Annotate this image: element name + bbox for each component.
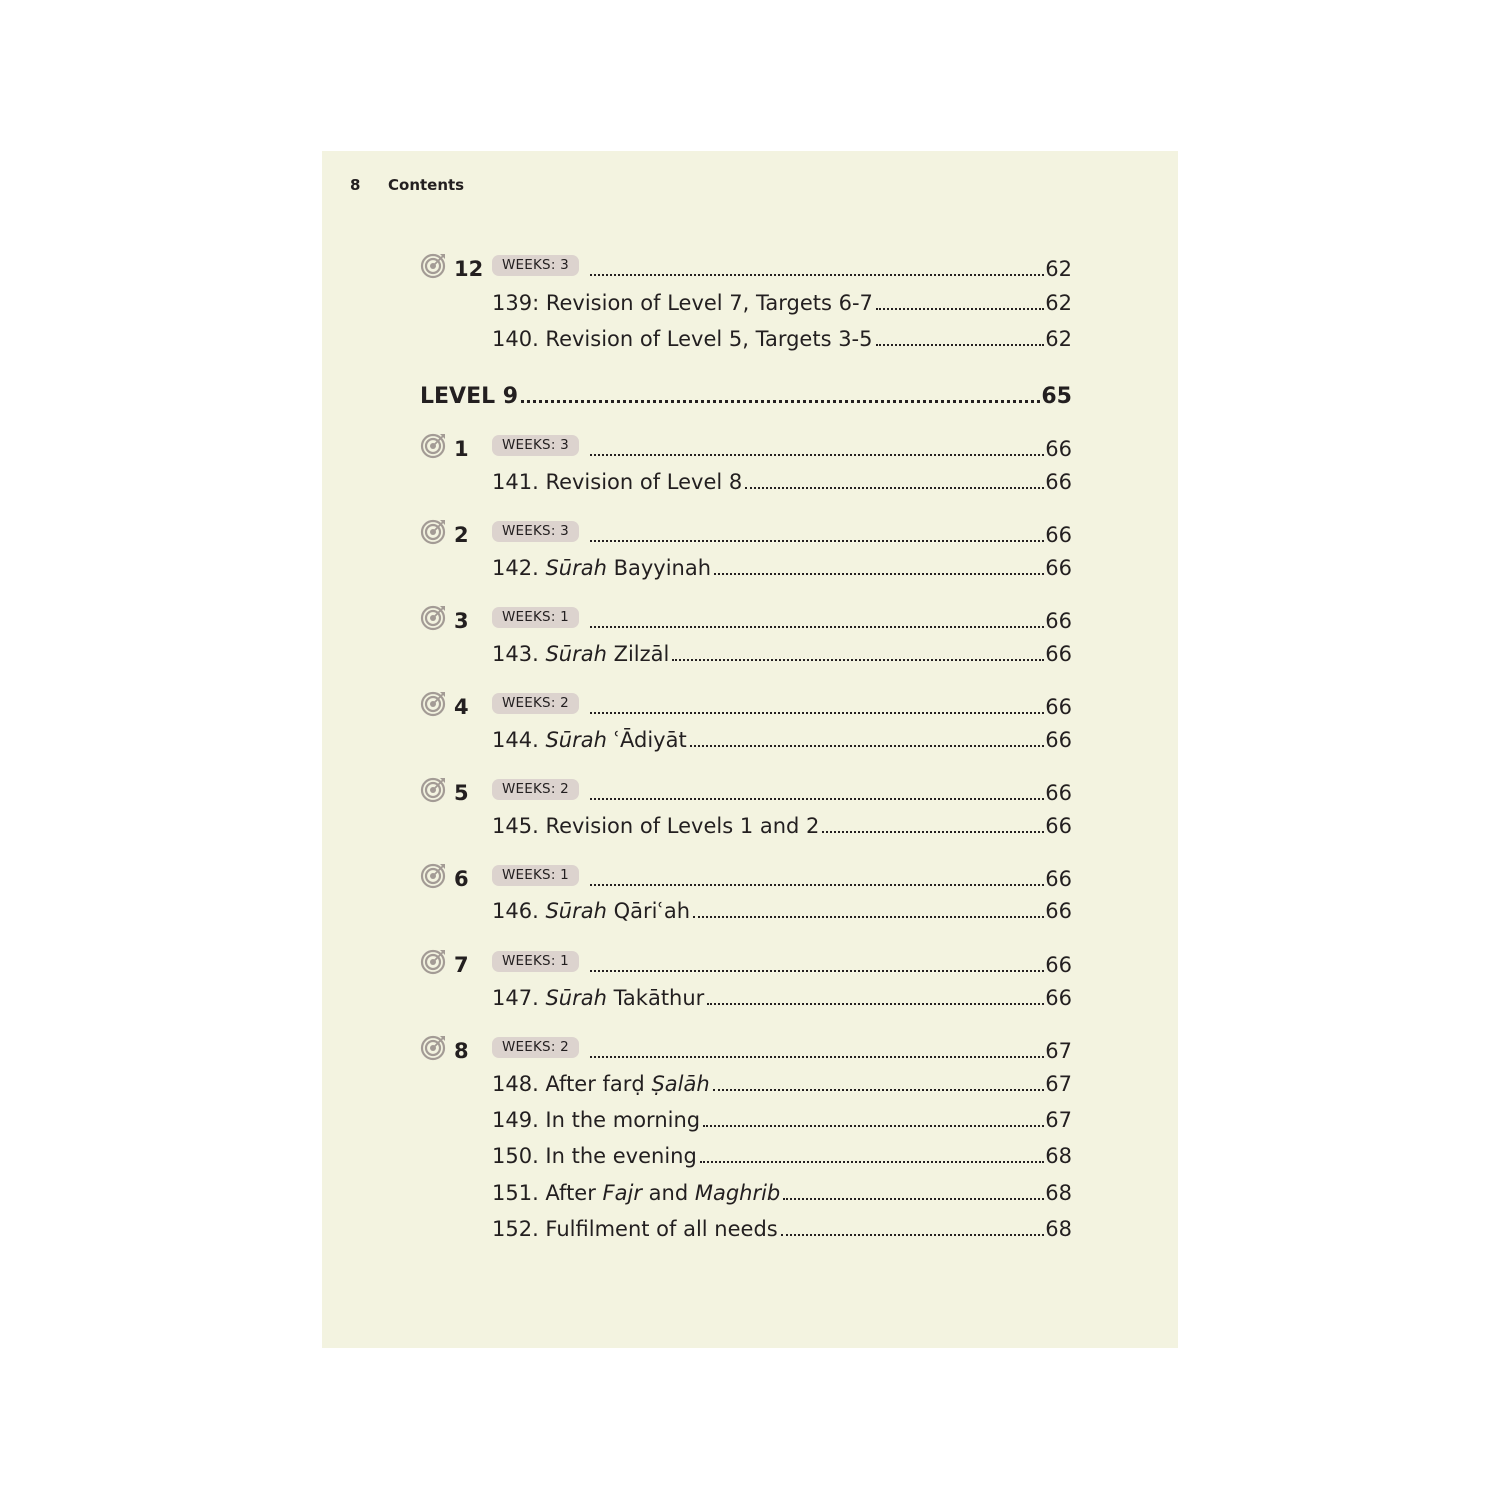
page-ref[interactable]: 66 xyxy=(1045,867,1072,891)
dot-leader xyxy=(707,1003,1044,1005)
toc-entry[interactable] xyxy=(492,467,1072,497)
target-icon xyxy=(420,1033,448,1061)
target-number: 4 xyxy=(454,695,469,719)
entry-prefix: 143. xyxy=(492,642,546,666)
running-head-title: Contents xyxy=(388,176,465,194)
entry-title xyxy=(492,1181,780,1205)
dot-leader xyxy=(590,454,1044,456)
dot-leader xyxy=(590,626,1044,628)
toc-entry[interactable] xyxy=(492,811,1072,841)
toc-entry[interactable] xyxy=(492,725,1072,755)
target-2-row xyxy=(420,520,1072,550)
dot-leader xyxy=(590,970,1044,972)
page-ref[interactable]: 67 xyxy=(1045,1039,1072,1063)
page-ref: 66 xyxy=(1045,814,1072,838)
page-ref[interactable]: 66 xyxy=(1045,437,1072,461)
weeks-badge: WEEKS: 3 xyxy=(492,255,579,276)
dot-leader xyxy=(590,798,1044,800)
page-ref[interactable]: 66 xyxy=(1045,523,1072,547)
page-ref: 66 xyxy=(1045,556,1072,580)
page-ref: 68 xyxy=(1045,1144,1072,1168)
entry-prefix: 142. xyxy=(492,556,546,580)
toc-entry[interactable] xyxy=(492,1105,1072,1135)
dot-leader xyxy=(745,487,1044,489)
target-icon xyxy=(420,517,448,545)
entry-rest: and xyxy=(641,1181,695,1205)
page-ref[interactable]: 62 xyxy=(1045,257,1072,281)
toc-entry[interactable] xyxy=(492,553,1072,583)
target-5-row xyxy=(420,778,1072,808)
dot-leader xyxy=(700,1161,1044,1163)
dot-leader xyxy=(703,1125,1044,1127)
entry-title: 139: Revision of Level 7, Targets 6-7 xyxy=(492,291,873,315)
entry-prefix: 145. xyxy=(492,814,546,838)
target-number: 6 xyxy=(454,867,469,891)
page-ref: 62 xyxy=(1045,327,1072,351)
dot-leader xyxy=(672,659,1044,661)
target-icon xyxy=(420,861,448,889)
target-icon xyxy=(420,603,448,631)
toc-entry[interactable] xyxy=(492,1214,1072,1244)
toc-entry[interactable] xyxy=(492,1069,1072,1099)
weeks-badge: WEEKS: 2 xyxy=(492,779,579,800)
entry-title xyxy=(492,1108,700,1132)
entry-rest: ʿĀdiyāt xyxy=(606,728,687,752)
target-number: 5 xyxy=(454,781,469,805)
entry-prefix: 150. In the evening xyxy=(492,1144,697,1168)
target-icon xyxy=(420,251,448,279)
entry-title xyxy=(492,1072,710,1096)
entry-title xyxy=(492,728,687,752)
page-ref: 67 xyxy=(1045,1072,1072,1096)
entry-title xyxy=(492,986,704,1010)
toc-entry[interactable] xyxy=(492,639,1072,669)
dot-leader xyxy=(590,540,1044,542)
entry-title xyxy=(492,899,690,923)
page-ref: 68 xyxy=(1045,1217,1072,1241)
page-ref: 66 xyxy=(1045,470,1072,494)
target-7-row xyxy=(420,950,1072,980)
entry-prefix: 148. After farḍ xyxy=(492,1072,652,1096)
entry-title xyxy=(492,642,669,666)
page-ref[interactable]: 66 xyxy=(1045,695,1072,719)
dot-leader xyxy=(590,712,1044,714)
dot-leader xyxy=(693,916,1044,918)
toc-entry-140[interactable] xyxy=(492,324,1072,354)
page-ref[interactable]: 66 xyxy=(1045,953,1072,977)
entry-prefix: 151. After xyxy=(492,1181,603,1205)
entry-italic: Sūrah xyxy=(545,728,607,752)
dot-leader xyxy=(590,274,1044,276)
entry-prefix: 144. xyxy=(492,728,546,752)
entry-title: 140. Revision of Level 5, Targets 3-5 xyxy=(492,327,873,351)
target-number: 2 xyxy=(454,523,469,547)
entry-rest: Revision of Level 8 xyxy=(545,470,743,494)
dot-leader xyxy=(714,573,1044,575)
entry-italic: Sūrah xyxy=(545,899,607,923)
target-number: 3 xyxy=(454,609,469,633)
target-4-row xyxy=(420,692,1072,722)
entry-title xyxy=(492,470,742,494)
entry-italic: Sūrah xyxy=(545,986,607,1010)
toc-entry[interactable] xyxy=(492,1178,1072,1208)
target-number: 12 xyxy=(454,257,484,281)
entry-italic: Sūrah xyxy=(545,642,607,666)
entry-italic: Maghrib xyxy=(694,1181,781,1205)
page-ref: 66 xyxy=(1045,899,1072,923)
target-3-row xyxy=(420,606,1072,636)
target-number: 1 xyxy=(454,437,469,461)
dot-leader xyxy=(590,884,1044,886)
entry-prefix: 152. Fulfilment of all needs xyxy=(492,1217,778,1241)
dot-leader xyxy=(876,344,1045,346)
dot-leader xyxy=(781,1234,1045,1236)
page-ref: 66 xyxy=(1045,986,1072,1010)
page-number: 8 xyxy=(350,176,361,194)
target-12-row xyxy=(420,254,1072,284)
dot-leader xyxy=(690,745,1045,747)
entry-rest: Revision of Levels 1 and 2 xyxy=(545,814,820,838)
target-icon xyxy=(420,775,448,803)
page-ref[interactable]: 66 xyxy=(1045,609,1072,633)
dot-leader xyxy=(590,1056,1044,1058)
weeks-badge: WEEKS: 3 xyxy=(492,435,579,456)
target-8-row xyxy=(420,1036,1072,1066)
entry-rest: Takāthur xyxy=(606,986,705,1010)
toc-entry-139[interactable] xyxy=(492,288,1072,318)
entry-rest: Zilzāl xyxy=(606,642,670,666)
entry-prefix: 141. xyxy=(492,470,546,494)
page-ref: 66 xyxy=(1045,728,1072,752)
dot-leader xyxy=(783,1198,1044,1200)
weeks-badge: WEEKS: 3 xyxy=(492,521,579,542)
entry-rest: Bayyinah xyxy=(606,556,712,580)
dot-leader xyxy=(822,831,1044,833)
page-ref: 62 xyxy=(1045,291,1072,315)
toc-entry[interactable] xyxy=(492,1141,1072,1171)
entry-title xyxy=(492,1217,778,1241)
target-icon xyxy=(420,947,448,975)
entry-italic: Ṣalāh xyxy=(651,1072,710,1096)
page-ref: 68 xyxy=(1045,1181,1072,1205)
weeks-badge: WEEKS: 1 xyxy=(492,865,579,886)
page-ref: 66 xyxy=(1045,642,1072,666)
weeks-badge: WEEKS: 2 xyxy=(492,693,579,714)
entry-prefix: 146. xyxy=(492,899,546,923)
target-6-row xyxy=(420,864,1072,894)
weeks-badge: WEEKS: 2 xyxy=(492,1037,579,1058)
target-icon xyxy=(420,431,448,459)
page-ref[interactable]: 66 xyxy=(1045,781,1072,805)
level-title: LEVEL 9 xyxy=(420,383,519,409)
entry-italic: Fajr xyxy=(602,1181,642,1205)
entry-rest: Qāriʿah xyxy=(606,899,691,923)
page-ref: 67 xyxy=(1045,1108,1072,1132)
dot-leader xyxy=(876,308,1044,310)
dot-leader xyxy=(521,400,1040,403)
weeks-badge: WEEKS: 1 xyxy=(492,607,579,628)
page-ref: 65 xyxy=(1041,383,1072,409)
level-9-heading[interactable] xyxy=(420,381,1072,411)
target-number: 8 xyxy=(454,1039,469,1063)
target-icon xyxy=(420,689,448,717)
entry-title xyxy=(492,814,819,838)
dot-leader xyxy=(713,1089,1045,1091)
entry-prefix: 149. In the morning xyxy=(492,1108,701,1132)
target-number: 7 xyxy=(454,953,469,977)
entry-title xyxy=(492,1144,697,1168)
target-1-row xyxy=(420,434,1072,464)
toc-entry[interactable] xyxy=(492,983,1072,1013)
toc-entry[interactable] xyxy=(492,896,1072,926)
entry-prefix: 147. xyxy=(492,986,546,1010)
entry-italic: Sūrah xyxy=(545,556,607,580)
weeks-badge: WEEKS: 1 xyxy=(492,951,579,972)
entry-title xyxy=(492,556,711,580)
running-head xyxy=(350,176,464,196)
